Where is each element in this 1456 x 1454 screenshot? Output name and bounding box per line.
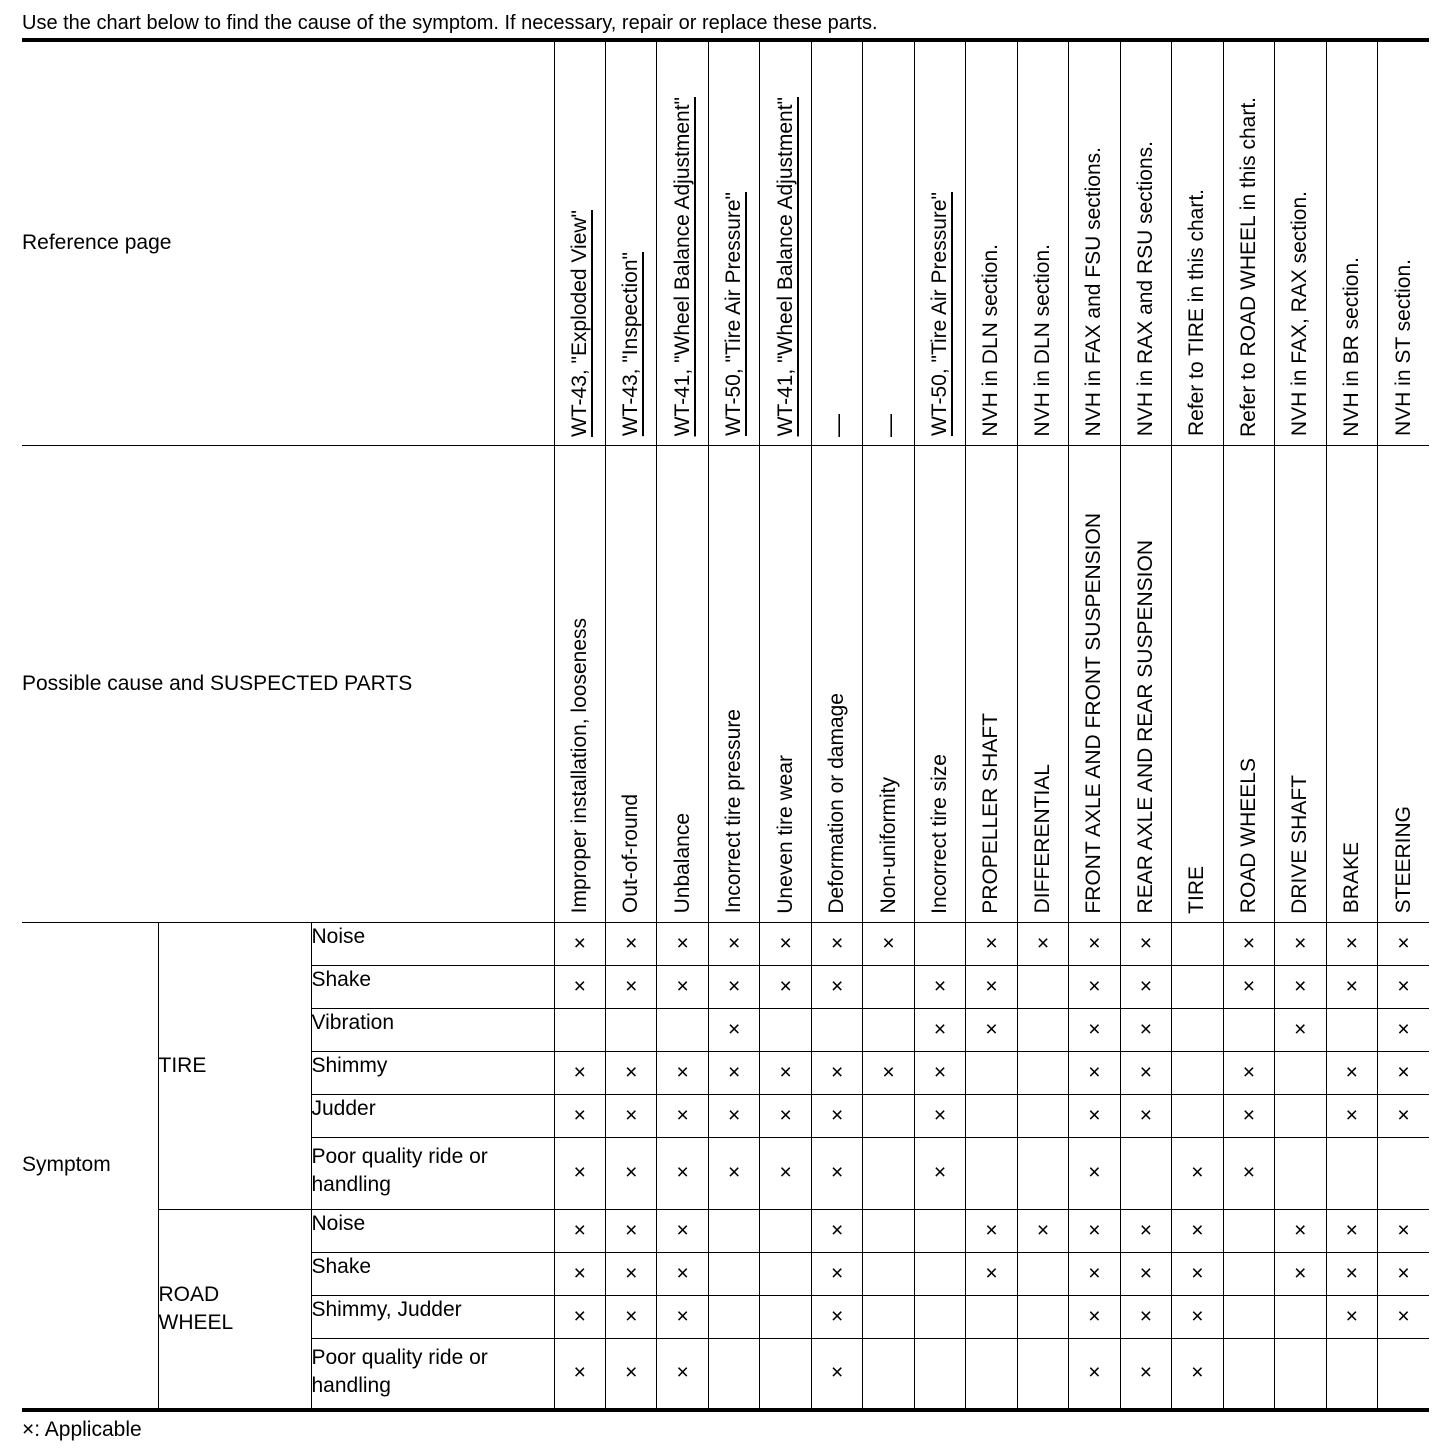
empty-cell [914, 1295, 965, 1338]
reference-cell [1378, 40, 1430, 445]
empty-cell [966, 1295, 1017, 1338]
applicable-mark: × [554, 1338, 605, 1410]
applicable-mark: × [1326, 1252, 1377, 1295]
applicable-mark: × [554, 1137, 605, 1209]
applicable-mark: × [1326, 1295, 1377, 1338]
diagnosis-chart [22, 38, 1429, 1412]
applicable-mark: × [1223, 965, 1274, 1008]
reference-cell [863, 40, 914, 445]
applicable-mark: × [1378, 1051, 1430, 1094]
empty-cell [863, 1008, 914, 1051]
applicable-mark: × [1275, 1209, 1326, 1252]
applicable-mark: × [811, 1094, 862, 1137]
applicable-mark: × [1172, 1295, 1223, 1338]
empty-cell [1017, 1252, 1068, 1295]
applicable-mark: × [605, 965, 656, 1008]
reference-cell [1326, 40, 1377, 445]
symptom-row [22, 1209, 1429, 1252]
empty-cell [1017, 1094, 1068, 1137]
applicable-mark: × [914, 965, 965, 1008]
applicable-mark: × [657, 1209, 708, 1252]
applicable-mark: × [605, 1209, 656, 1252]
cause-cell [1069, 445, 1120, 922]
cause-label: BRAKE [1339, 842, 1363, 914]
applicable-mark: × [1378, 1295, 1430, 1338]
cause-label: Incorrect tire size [928, 753, 952, 914]
reference-link[interactable]: WT-41, "Wheel Balance Adjustment" [773, 97, 797, 437]
applicable-mark: × [760, 922, 811, 965]
applicable-mark: × [914, 1051, 965, 1094]
symptom-group-label: ROAD WHEEL [158, 1209, 311, 1410]
reference-link[interactable]: WT-43, "Exploded View" [567, 209, 591, 437]
empty-cell [1017, 1338, 1068, 1410]
reference-link[interactable]: WT-43, "Inspection" [619, 252, 643, 437]
applicable-mark: × [1172, 1209, 1223, 1252]
reference-page-label: Reference page [22, 40, 554, 445]
reference-text: NVH in DLN section. [979, 243, 1003, 437]
applicable-mark: × [657, 1252, 708, 1295]
empty-cell [863, 1094, 914, 1137]
cause-cell [914, 445, 965, 922]
empty-cell [863, 1338, 914, 1410]
reference-cell [1069, 40, 1120, 445]
symptom-row [22, 922, 1429, 965]
symptom-name: Poor quality ride or handling [311, 1137, 554, 1209]
applicable-mark: × [811, 1209, 862, 1252]
cause-label: Out-of-round [619, 794, 643, 914]
applicable-mark: × [1223, 1094, 1274, 1137]
cause-label: Deformation or damage [825, 692, 849, 914]
symptom-name: Poor quality ride or handling [311, 1338, 554, 1410]
applicable-mark: × [863, 922, 914, 965]
empty-cell [1275, 1137, 1326, 1209]
empty-cell [1017, 1051, 1068, 1094]
legend: ×: Applicable [22, 1418, 142, 1441]
reference-row [22, 40, 1429, 445]
reference-text: — [875, 413, 902, 437]
cause-cell [1326, 445, 1377, 922]
cause-label: Non-uniformity [876, 776, 900, 914]
applicable-mark: × [1326, 1094, 1377, 1137]
reference-cell [1120, 40, 1171, 445]
empty-cell [914, 1252, 965, 1295]
applicable-mark: × [708, 1094, 759, 1137]
empty-cell [914, 1209, 965, 1252]
applicable-mark: × [1326, 965, 1377, 1008]
empty-cell [1223, 1338, 1274, 1410]
reference-cell [1172, 40, 1223, 445]
applicable-mark: × [554, 1252, 605, 1295]
empty-cell [863, 1252, 914, 1295]
empty-cell [1275, 1051, 1326, 1094]
applicable-mark: × [1069, 1137, 1120, 1209]
applicable-mark: × [657, 1137, 708, 1209]
reference-text: Refer to ROAD WHEEL in this chart. [1236, 96, 1260, 437]
applicable-mark: × [1275, 1008, 1326, 1051]
applicable-mark: × [605, 1252, 656, 1295]
cause-label: Uneven tire wear [773, 754, 797, 914]
applicable-mark: × [1069, 1051, 1120, 1094]
empty-cell [966, 1094, 1017, 1137]
reference-cell [1275, 40, 1326, 445]
cause-label: STEERING [1391, 806, 1415, 914]
symptom-group-label: TIRE [158, 922, 311, 1209]
applicable-mark: × [1378, 1008, 1430, 1051]
applicable-mark: × [811, 1252, 862, 1295]
applicable-mark: × [1069, 1008, 1120, 1051]
empty-cell [1017, 1137, 1068, 1209]
cause-label: Improper installation, looseness [567, 618, 591, 914]
applicable-mark: × [1120, 1295, 1171, 1338]
empty-cell [914, 1338, 965, 1410]
applicable-mark: × [1378, 1209, 1430, 1252]
applicable-mark: × [760, 1051, 811, 1094]
intro-text: Use the chart below to find the cause of the symptom. If necessary, repair or replace these parts. [22, 12, 878, 34]
cause-label: REAR AXLE AND REAR SUSPENSION [1133, 540, 1157, 914]
reference-cell [708, 40, 759, 445]
reference-link[interactable]: WT-50, "Tire Air Pressure" [928, 192, 952, 437]
applicable-mark: × [657, 1094, 708, 1137]
reference-text: Refer to TIRE in this chart. [1185, 189, 1209, 437]
cause-label: DIFFERENTIAL [1030, 764, 1054, 914]
applicable-mark: × [966, 922, 1017, 965]
applicable-mark: × [760, 1137, 811, 1209]
cause-cell [1223, 445, 1274, 922]
applicable-mark: × [863, 1051, 914, 1094]
empty-cell [708, 1338, 759, 1410]
applicable-mark: × [914, 1008, 965, 1051]
applicable-mark: × [605, 1051, 656, 1094]
applicable-mark: × [811, 1295, 862, 1338]
empty-cell [1017, 965, 1068, 1008]
applicable-mark: × [554, 922, 605, 965]
empty-cell [1223, 1295, 1274, 1338]
empty-cell [657, 1008, 708, 1051]
cause-cell [811, 445, 862, 922]
symptom-name: Shimmy [311, 1051, 554, 1094]
reference-text: NVH in RAX and RSU sections. [1133, 141, 1157, 437]
applicable-mark: × [966, 1252, 1017, 1295]
empty-cell [811, 1008, 862, 1051]
empty-cell [760, 1338, 811, 1410]
empty-cell [1378, 1137, 1430, 1209]
applicable-mark: × [708, 965, 759, 1008]
applicable-mark: × [657, 1051, 708, 1094]
empty-cell [966, 1338, 1017, 1410]
symptom-name: Shimmy, Judder [311, 1295, 554, 1338]
empty-cell [760, 1295, 811, 1338]
cause-label: Incorrect tire pressure [722, 709, 746, 914]
cause-label: Unbalance [670, 813, 694, 914]
cause-cell [1172, 445, 1223, 922]
applicable-mark: × [605, 1338, 656, 1410]
empty-cell [966, 1051, 1017, 1094]
cause-cell [1275, 445, 1326, 922]
empty-cell [1120, 1137, 1171, 1209]
reference-cell [605, 40, 656, 445]
applicable-mark: × [708, 1051, 759, 1094]
empty-cell [1172, 1051, 1223, 1094]
reference-link[interactable]: WT-50, "Tire Air Pressure" [722, 192, 746, 437]
empty-cell [554, 1008, 605, 1051]
symptom-name: Vibration [311, 1008, 554, 1051]
applicable-mark: × [1120, 965, 1171, 1008]
cause-cell [863, 445, 914, 922]
applicable-mark: × [1378, 1094, 1430, 1137]
applicable-mark: × [657, 1295, 708, 1338]
applicable-mark: × [554, 1051, 605, 1094]
empty-cell [1172, 965, 1223, 1008]
applicable-mark: × [811, 1338, 862, 1410]
applicable-mark: × [1120, 1252, 1171, 1295]
applicable-mark: × [760, 1094, 811, 1137]
applicable-mark: × [1069, 922, 1120, 965]
applicable-mark: × [1275, 1252, 1326, 1295]
applicable-mark: × [1275, 965, 1326, 1008]
applicable-mark: × [1120, 1094, 1171, 1137]
applicable-mark: × [1378, 1252, 1430, 1295]
cause-label: DRIVE SHAFT [1288, 774, 1312, 914]
applicable-mark: × [1172, 1338, 1223, 1410]
applicable-mark: × [1223, 1051, 1274, 1094]
applicable-mark: × [1275, 922, 1326, 965]
reference-text: NVH in FAX, RAX section. [1288, 191, 1312, 437]
empty-cell [1017, 1008, 1068, 1051]
applicable-mark: × [554, 1295, 605, 1338]
applicable-mark: × [605, 1295, 656, 1338]
applicable-mark: × [708, 1137, 759, 1209]
cause-cell [1120, 445, 1171, 922]
empty-cell [708, 1295, 759, 1338]
cause-cell [1017, 445, 1068, 922]
reference-cell [760, 40, 811, 445]
empty-cell [1275, 1295, 1326, 1338]
empty-cell [1172, 1008, 1223, 1051]
cause-cell [760, 445, 811, 922]
applicable-mark: × [554, 965, 605, 1008]
applicable-mark: × [1069, 1209, 1120, 1252]
applicable-mark: × [1069, 1338, 1120, 1410]
empty-cell [760, 1252, 811, 1295]
cause-cell [708, 445, 759, 922]
empty-cell [1017, 1295, 1068, 1338]
applicable-mark: × [1378, 922, 1430, 965]
applicable-mark: × [708, 922, 759, 965]
cause-cell [605, 445, 656, 922]
applicable-mark: × [1172, 1137, 1223, 1209]
reference-text: NVH in BR section. [1339, 256, 1363, 437]
empty-cell [1223, 1209, 1274, 1252]
empty-cell [1172, 922, 1223, 965]
cause-cell [554, 445, 605, 922]
applicable-mark: × [1223, 922, 1274, 965]
reference-text: — [824, 413, 851, 437]
reference-cell [1017, 40, 1068, 445]
applicable-mark: × [605, 1137, 656, 1209]
applicable-mark: × [554, 1094, 605, 1137]
applicable-mark: × [1326, 922, 1377, 965]
empty-cell [708, 1252, 759, 1295]
empty-cell [1326, 1137, 1377, 1209]
cause-cell [1378, 445, 1430, 922]
applicable-mark: × [1017, 1209, 1068, 1252]
applicable-mark: × [1069, 965, 1120, 1008]
applicable-mark: × [605, 922, 656, 965]
reference-text: NVH in FAX and FSU sections. [1082, 147, 1106, 437]
empty-cell [1223, 1252, 1274, 1295]
empty-cell [1172, 1094, 1223, 1137]
cause-label: ROAD WHEELS [1236, 758, 1260, 914]
symptom-name: Noise [311, 1209, 554, 1252]
reference-cell [966, 40, 1017, 445]
applicable-mark: × [1069, 1252, 1120, 1295]
empty-cell [1223, 1008, 1274, 1051]
reference-cell [1223, 40, 1274, 445]
reference-cell [811, 40, 862, 445]
empty-cell [605, 1008, 656, 1051]
applicable-mark: × [1017, 922, 1068, 965]
empty-cell [1326, 1008, 1377, 1051]
applicable-mark: × [1120, 1008, 1171, 1051]
symptom-name: Noise [311, 922, 554, 965]
empty-cell [760, 1008, 811, 1051]
empty-cell [1326, 1338, 1377, 1410]
applicable-mark: × [1172, 1252, 1223, 1295]
empty-cell [863, 1295, 914, 1338]
symptom-label: Symptom [22, 922, 158, 1410]
symptom-name: Shake [311, 1252, 554, 1295]
applicable-mark: × [914, 1137, 965, 1209]
possible-cause-label: Possible cause and SUSPECTED PARTS [22, 445, 554, 922]
applicable-mark: × [1069, 1295, 1120, 1338]
applicable-mark: × [554, 1209, 605, 1252]
applicable-mark: × [657, 922, 708, 965]
empty-cell [1275, 1094, 1326, 1137]
chart-body [22, 40, 1429, 1410]
applicable-mark: × [811, 965, 862, 1008]
applicable-mark: × [811, 922, 862, 965]
reference-text: NVH in DLN section. [1030, 243, 1054, 437]
applicable-mark: × [657, 1338, 708, 1410]
empty-cell [863, 1137, 914, 1209]
applicable-mark: × [966, 965, 1017, 1008]
applicable-mark: × [914, 1094, 965, 1137]
cause-label: TIRE [1185, 865, 1209, 914]
empty-cell [1275, 1338, 1326, 1410]
applicable-mark: × [1378, 965, 1430, 1008]
empty-cell [760, 1209, 811, 1252]
reference-cell [914, 40, 965, 445]
applicable-mark: × [605, 1094, 656, 1137]
applicable-mark: × [1120, 1338, 1171, 1410]
applicable-mark: × [760, 965, 811, 1008]
applicable-mark: × [1120, 922, 1171, 965]
applicable-mark: × [657, 965, 708, 1008]
reference-cell [554, 40, 605, 445]
empty-cell [708, 1209, 759, 1252]
cause-row [22, 445, 1429, 922]
applicable-mark: × [966, 1209, 1017, 1252]
applicable-mark: × [1223, 1137, 1274, 1209]
applicable-mark: × [1326, 1051, 1377, 1094]
symptom-name: Judder [311, 1094, 554, 1137]
cause-cell [657, 445, 708, 922]
applicable-mark: × [1120, 1209, 1171, 1252]
symptom-name: Shake [311, 965, 554, 1008]
empty-cell [914, 922, 965, 965]
cause-label: PROPELLER SHAFT [979, 712, 1003, 914]
applicable-mark: × [811, 1137, 862, 1209]
empty-cell [966, 1137, 1017, 1209]
empty-cell [863, 965, 914, 1008]
reference-text: NVH in ST section. [1391, 259, 1415, 437]
applicable-mark: × [1069, 1094, 1120, 1137]
empty-cell [1378, 1338, 1430, 1410]
cause-cell [966, 445, 1017, 922]
cause-label: FRONT AXLE AND FRONT SUSPENSION [1082, 512, 1106, 914]
applicable-mark: × [1326, 1209, 1377, 1252]
applicable-mark: × [1120, 1051, 1171, 1094]
empty-cell [863, 1209, 914, 1252]
applicable-mark: × [708, 1008, 759, 1051]
applicable-mark: × [811, 1051, 862, 1094]
reference-cell [657, 40, 708, 445]
reference-link[interactable]: WT-41, "Wheel Balance Adjustment" [670, 97, 694, 437]
applicable-mark: × [966, 1008, 1017, 1051]
